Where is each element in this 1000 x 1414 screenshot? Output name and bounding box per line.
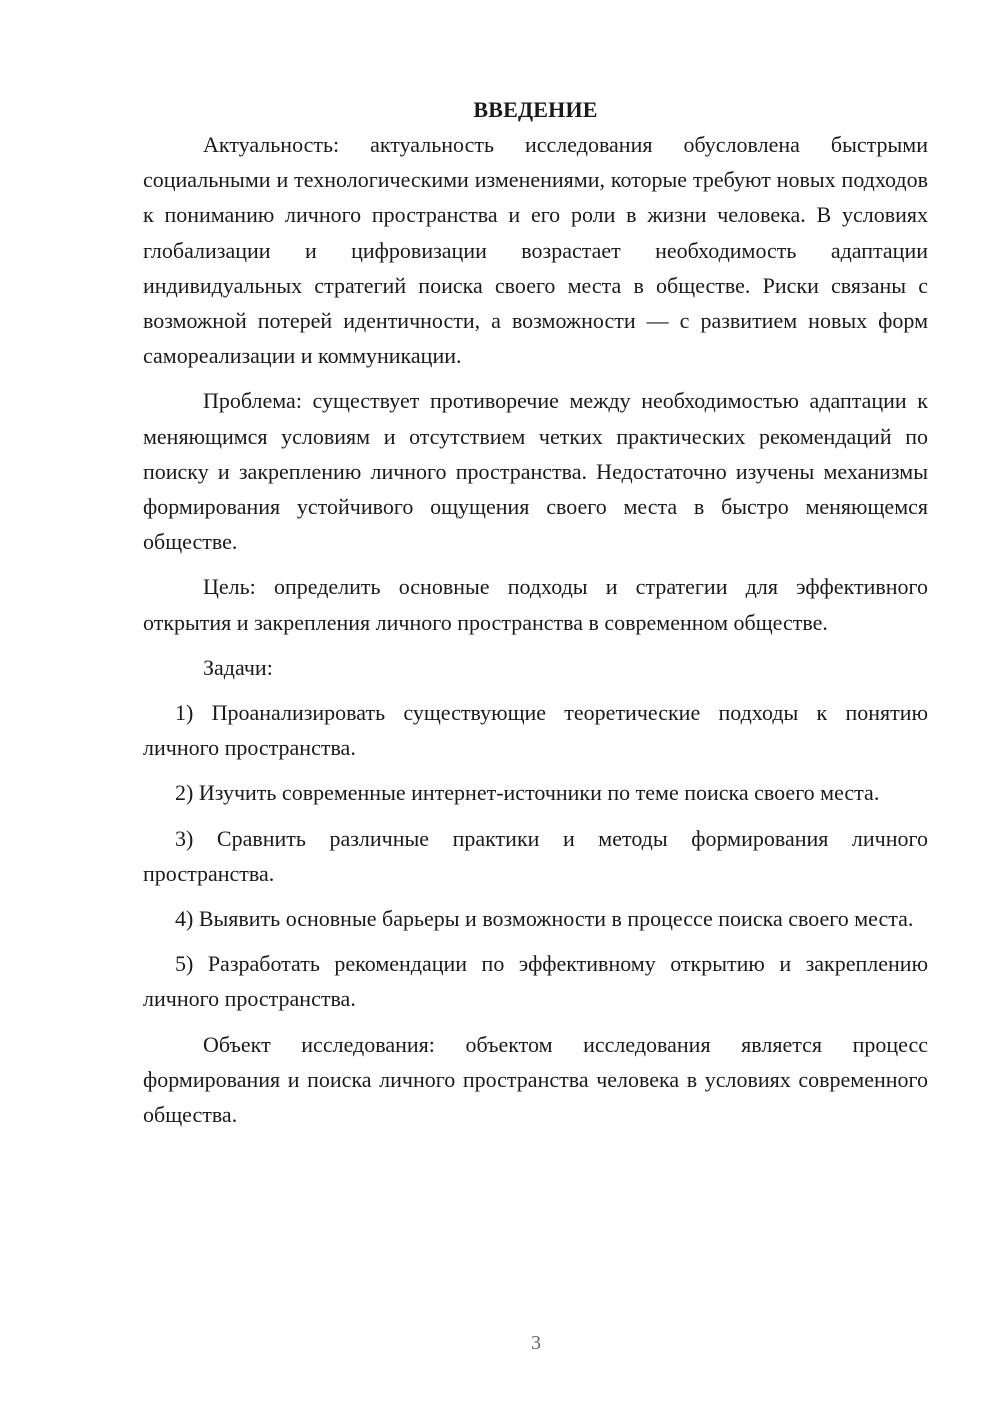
page-number: 3 xyxy=(531,1332,541,1354)
document-page xyxy=(143,92,928,1142)
goal-paragraph: Цель: определить основные подходы и стратегии для эффективного открытия и закрепления личного пространства в современном обществе. xyxy=(143,574,928,635)
task-item: 3) Сравнить различные практики и методы формирования личного пространства. xyxy=(143,825,928,886)
task-item: 2) Изучить современные интернет-источники по теме поиска своего места. xyxy=(175,780,880,806)
problem-paragraph: Проблема: существует противоречие между необходимостью адаптации к меняющимся условиям и отсутствием четких практических рекомендаций по поиску и закреплению личного пространства. Недостаточно изучены механизмы формирования устойчивого ощущения своего места в быстро меняющемся обществе. xyxy=(143,388,928,555)
relevance-paragraph: Актуальность: актуальность исследования обусловлена быстрыми социальными и технологическими изменениями, которые требуют новых подходов к пониманию личного пространства и его роли в жизни человека. В условиях глобализации и цифровизации возрастает необходимость адаптации индивидуальных стратегий поиска своего места в обществе. Риски связаны с возможной потерей идентичности, а возможности — с развитием новых форм самореализации и коммуникации. xyxy=(143,132,928,369)
object-paragraph: Объект исследования: объектом исследования является процесс формирования и поиска личного пространства человека в условиях современного общества. xyxy=(143,1031,928,1128)
section-heading: ВВЕДЕНИЕ xyxy=(473,97,598,122)
task-item: 1) Проанализировать существующие теоретические подходы к понятию личного пространства. xyxy=(143,700,928,761)
tasks-label: Задачи: xyxy=(203,654,273,680)
task-list xyxy=(143,695,928,1017)
task-item: 4) Выявить основные барьеры и возможности в процессе поиска своего места. xyxy=(175,906,914,932)
task-item: 5) Разработать рекомендации по эффективному открытию и закреплению личного пространства. xyxy=(143,951,928,1012)
